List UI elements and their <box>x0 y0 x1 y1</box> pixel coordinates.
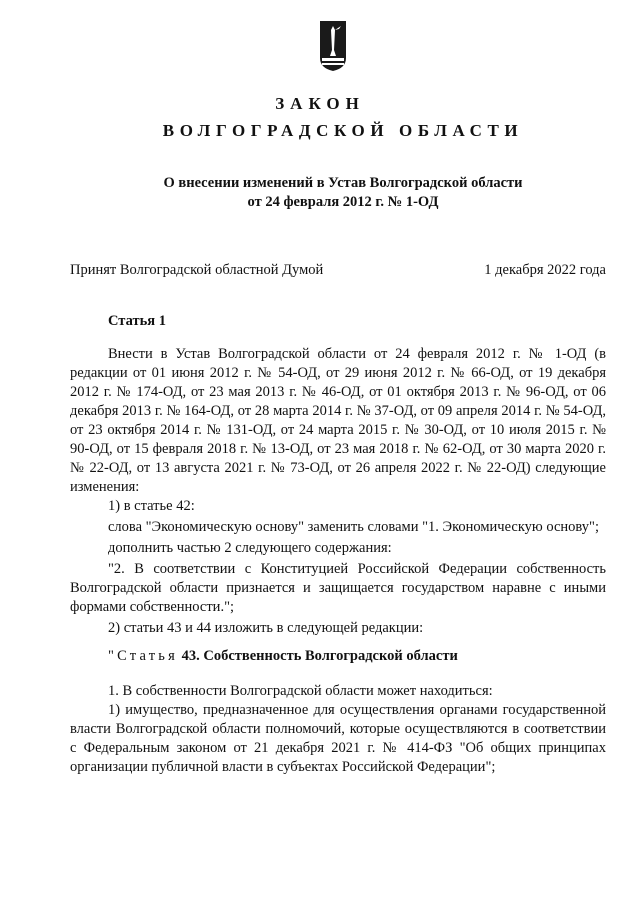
law-title: ЗАКОН <box>275 94 365 113</box>
adoption-date: 1 декабря 2022 года <box>484 262 606 278</box>
law-region-title: ВОЛГОГРАДСКОЙ ОБЛАСТИ <box>162 121 524 140</box>
article-1-item-1-add: дополнить частью 2 следующего содержания: <box>108 540 392 556</box>
adoption-line <box>70 262 606 279</box>
article-43-title: Собственность Волгоградской области <box>203 648 458 664</box>
article-43-heading <box>108 648 458 665</box>
article-1-heading: Статья 1 <box>108 313 166 329</box>
article-43-number: 43. <box>181 648 200 664</box>
article-43-sub-1: 1) имущество, предназначенное для осуществления органами государственной власти Волгоградской области полномочий, которые осуществляются в соответствии с Федеральным законом от 21 декабря 2021 г. № 414-ФЗ "Об общих принципах организации публичной власти в субъектах Российской Федерации"; <box>70 702 606 775</box>
subtitle-line-1: О внесении изменений в Устав Волгоградской области <box>163 175 523 191</box>
article-1-item-2: 2) статьи 43 и 44 изложить в следующей редакции: <box>108 620 424 636</box>
volgograd-coat-of-arms-icon <box>319 20 347 72</box>
article-1-item-1: 1) в статье 42: <box>108 498 195 514</box>
article-43-body <box>70 682 606 777</box>
adopted-by: Принят Волгоградской областной Думой <box>70 262 324 278</box>
article-1-body <box>70 345 606 638</box>
subtitle-line-2: от 24 февраля 2012 г. № 1-ОД <box>247 194 439 210</box>
article-1-item-1-part2: "2. В соответствии с Конституцией Российской Федерации собственность Волгоградской области признается и защищается государством наравне с иными формами собственности."; <box>70 561 606 615</box>
article-43-prefix: "Статья <box>108 648 178 664</box>
article-43-point-1: 1. В собственности Волгоградской области может находиться: <box>108 683 493 699</box>
article-1-intro: Внести в Устав Волгоградской области от 24 февраля 2012 г. № 1-ОД (в редакции от 01 июня 2012 г. № 54-ОД, от 29 июня 2012 г. № 66-ОД, от 19 декабря 2012 г. № 174-ОД, от 23 мая 2013 г. № 46-ОД, от 01 октября 2013 г. № 96-ОД, от 06 декабря 2013 г. № 164-ОД, от 28 марта 2014 г. № 37-ОД, от 09 апреля 2014 г. № 54-ОД, от 23 октября 2014 г. № 131-ОД, от 24 марта 2015 г. № 30-ОД, от 10 июля 2015 г. № 90-ОД, от 15 февраля 2018 г. № 13-ОД, от 23 мая 2018 г. № 62-ОД, от 30 марта 2020 г. № 22-ОД, от 13 августа 2021 г. № 73-ОД, от 26 апреля 2022 г. № 22-ОД) следующие изменения: <box>70 346 606 495</box>
law-subtitle <box>0 174 640 212</box>
article-1-item-1-words: слова "Экономическую основу" заменить словами "1. Экономическую основу"; <box>108 519 599 535</box>
